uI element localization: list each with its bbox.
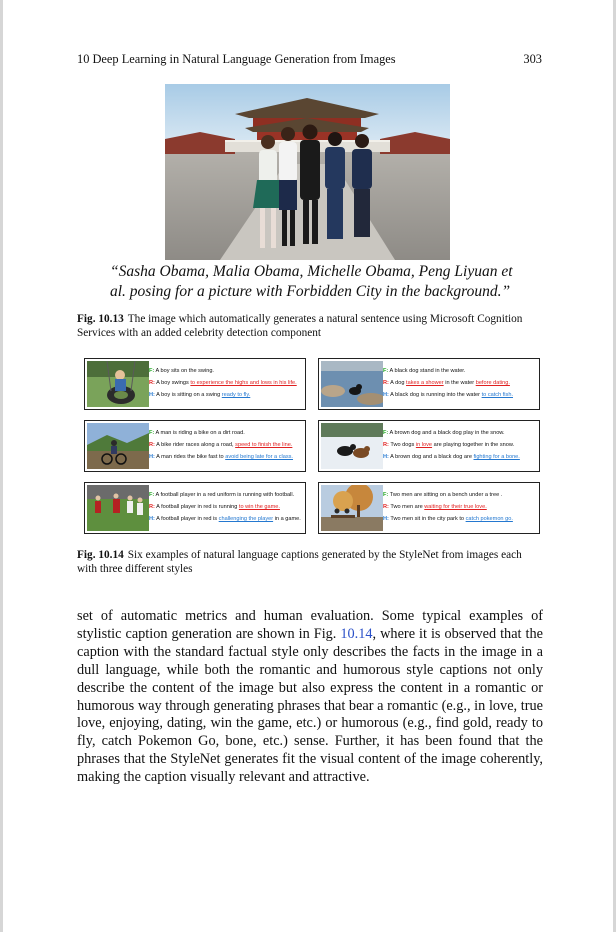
romantic-caption: R: A dog takes a shower in the water before dating.: [383, 380, 510, 386]
romantic-caption: R: A football player in red is running to win the game.: [149, 504, 280, 510]
romantic-caption: R: A bike rider races along a road, speed to finish the line.: [149, 442, 293, 448]
caption-panel-dogs-snow: [318, 420, 540, 472]
figure-label: Fig. 10.14: [77, 549, 124, 561]
factual-caption: F: A black dog stand in the water.: [383, 368, 466, 374]
figure-10-14-caption: [77, 548, 543, 576]
factual-caption: F: A football player in a red uniform is running with football.: [149, 492, 295, 498]
chapter-title: 10 Deep Learning in Natural Language Generation from Images: [77, 52, 396, 66]
humorous-caption: H: A man rides the bike fast to avoid being late for a class.: [149, 454, 293, 460]
football-thumbnail: [87, 485, 149, 531]
caption-panel-dog-water: [318, 358, 540, 410]
page-number: 303: [523, 52, 542, 66]
romantic-caption: R: Two men are waiting for their true love.: [383, 504, 487, 510]
quote-line-1: “Sasha Obama, Malia Obama, Michelle Obama, Peng Liyuan et: [110, 263, 513, 280]
factual-caption: F: A man is riding a bike on a dirt road.: [149, 430, 245, 436]
page-edge-left: [0, 0, 3, 932]
body-paragraph: set of automatic metrics and human evaluation. Some typical examples of stylistic caption generation are shown in Fig. 10.14, where it is observed that the caption with the standard factual style only describes the facts in the image in a dull language, while both the romantic and humorous style captions not only describe the content of the image but also express the content in a romantic or humorous way through generating phrases that bear a romantic (e.g., in love, true love, enjoying, dating, win the game, etc.) or humorous (e.g., find gold, ready to fly, catch Pokemon Go, bone, etc.) sense. Further, it has been found that the phrases that the StyleNet generates fit the visual content of the image coherently, making the caption visually relevant and attractive.: [77, 608, 543, 786]
dogs-snow-thumbnail: [321, 423, 383, 469]
romantic-caption: R: A boy swings to experience the highs and lows in his life.: [149, 380, 297, 386]
figure-reference-link[interactable]: 10.14: [340, 625, 373, 642]
caption-panel-bench: [318, 482, 540, 534]
humorous-caption: H: A boy is sitting on a swing ready to fly.: [149, 392, 251, 398]
factual-caption: F: A brown dog and a black dog play in the snow.: [383, 430, 505, 436]
running-header: [77, 52, 542, 68]
figure-caption-text: Six examples of natural language captions generated by the StyleNet from images each with three different styles: [77, 549, 522, 575]
quote-line-2: al. posing for a picture with Forbidden City in the background.”: [110, 283, 511, 300]
humorous-caption: H: A black dog is running into the water to catch fish.: [383, 392, 513, 398]
factual-caption: F: Two men are sitting on a bench under a tree .: [383, 492, 503, 498]
humorous-caption: H: A brown dog and a black dog are fighting for a bone.: [383, 454, 520, 460]
bike-thumbnail: [87, 423, 149, 469]
bench-park-thumbnail: [321, 485, 383, 531]
figure-10-13-quote: [110, 262, 540, 302]
romantic-caption: R: Two dogs in love are playing together in the snow.: [383, 442, 515, 448]
figure-label: Fig. 10.13: [77, 313, 124, 325]
factual-caption: F: A boy sits on the swing.: [149, 368, 214, 374]
caption-panel-football: [84, 482, 306, 534]
humorous-caption: H: Two men sit in the city park to catch pokemon go.: [383, 516, 513, 522]
boy-swing-thumbnail: [87, 361, 149, 407]
caption-panel-swing: [84, 358, 306, 410]
figure-caption-text: The image which automatically generates a natural sentence using Microsoft Cognition Services with an added celebrity detection component: [77, 313, 523, 339]
humorous-caption: H: A football player in red is challenging the player in a game.: [149, 516, 301, 522]
dog-water-thumbnail: [321, 361, 383, 407]
figure-10-13-caption: [77, 312, 543, 340]
caption-panel-bike: [84, 420, 306, 472]
forbidden-city-photo: [165, 84, 450, 260]
